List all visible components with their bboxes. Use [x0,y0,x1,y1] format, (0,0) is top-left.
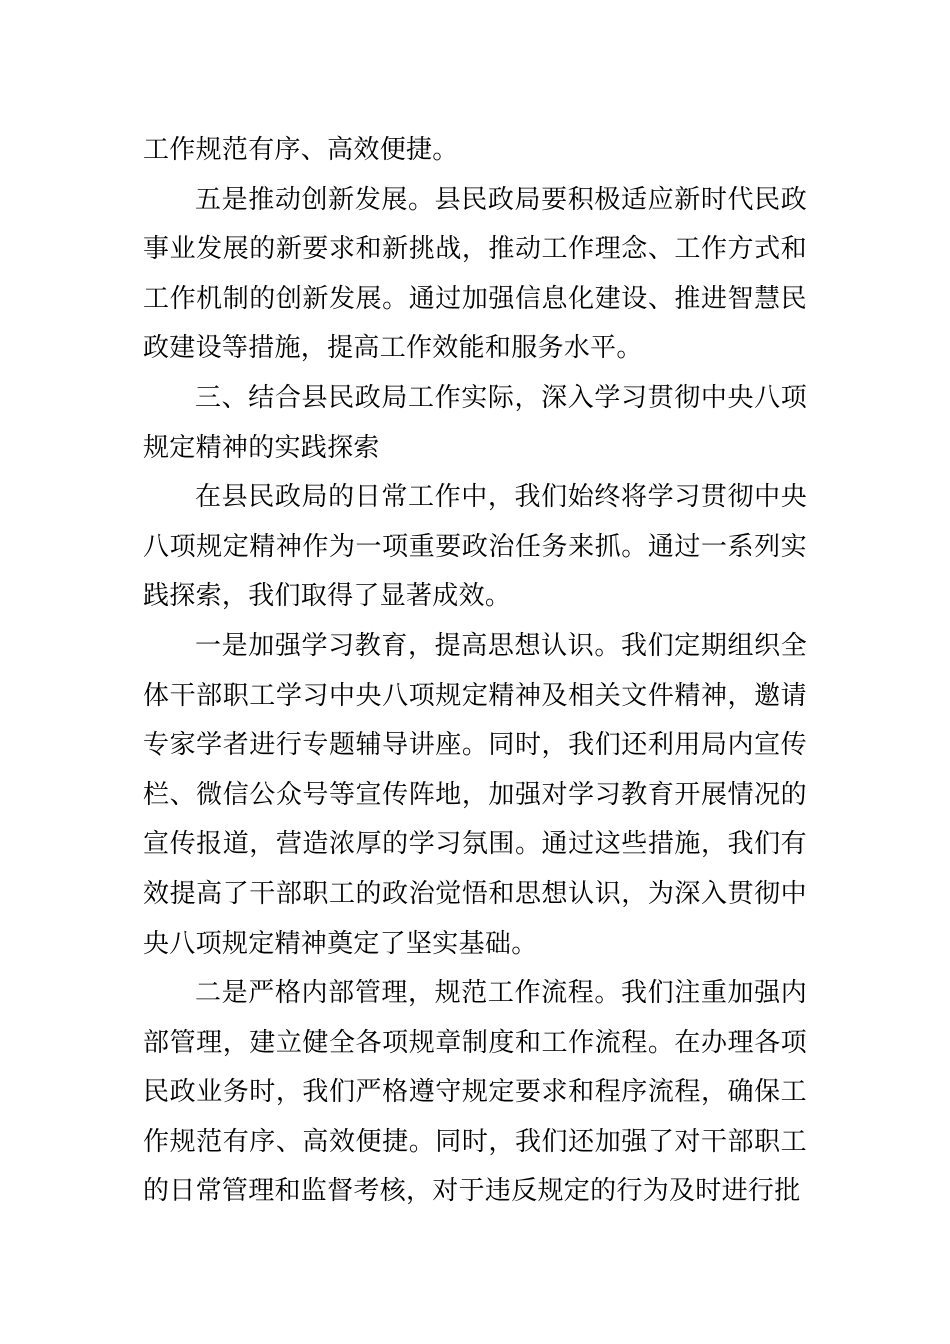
paragraph-continuation: 工作规范有序、高效便捷。 [143,135,459,165]
paragraph-point-five: 五是推动创新发展。县民政局要积极适应新时代民政事业发展的新要求和新挑战，推动工作理念、工作方式和工作机制的创新发展。通过加强信息化建设、推进智慧民政建设等措施，提高工作效能和服务水平。 [143,184,807,364]
paragraph-point-two: 二是严格内部管理，规范工作流程。我们注重加强内部管理，建立健全各项规章制度和工作流程。在办理各项民政业务时，我们严格遵守规定要求和程序流程，确保工作规范有序、高效便捷。同时，我们还加强了对干部职工的日常管理和监督考核，对于违反规定的行为及时进行批 [143,978,807,1207]
paragraph-section-intro: 在县民政局的日常工作中，我们始终将学习贯彻中央八项规定精神作为一项重要政治任务来抓。通过一系列实践探索，我们取得了显著成效。 [143,482,807,612]
document-body [143,126,807,1217]
paragraph-point-one: 一是加强学习教育，提高思想认识。我们定期组织全体干部职工学习中央八项规定精神及相关文件精神，邀请专家学者进行专题辅导讲座。同时，我们还利用局内宣传栏、微信公众号等宣传阵地，加强对学习教育开展情况的宣传报道，营造浓厚的学习氛围。通过这些措施，我们有效提高了干部职工的政治觉悟和思想认识，为深入贯彻中央八项规定精神奠定了坚实基础。 [143,630,807,959]
section-heading-three: 三、结合县民政局工作实际，深入学习贯彻中央八项规定精神的实践探索 [143,382,807,463]
